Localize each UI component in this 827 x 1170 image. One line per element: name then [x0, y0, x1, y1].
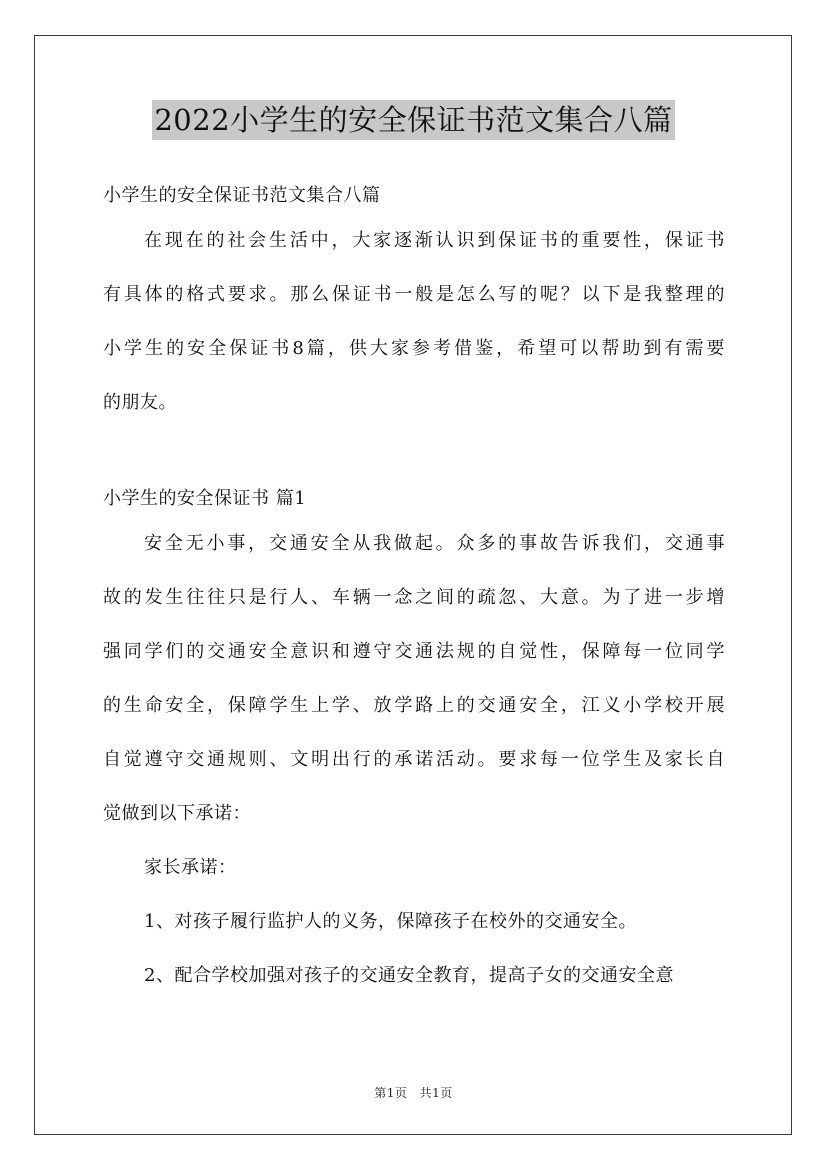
page-footer [0, 1084, 827, 1101]
paragraph-line: 自觉遵守交通规则、文明出行的承诺活动。要求每一位学生及家长自 [103, 749, 725, 770]
paragraph-line: 的生命安全，保障学生上学、放学路上的交通安全，江义小学校开展 [103, 695, 725, 716]
intro-paragraph [103, 220, 725, 424]
parent-promise-heading: 家长承诺： [144, 857, 237, 878]
paragraph-line: 的朋友。 [103, 392, 177, 413]
paragraph-line: 在现在的社会生活中，大家逐渐认识到保证书的重要性，保证书 [144, 230, 725, 251]
paragraph-line: 有具体的格式要求。那么保证书一般是怎么写的呢？以下是我整理的 [103, 284, 725, 305]
document-subtitle: 小学生的安全保证书范文集合八篇 [103, 185, 381, 206]
page-total: 共1页 [419, 1086, 453, 1100]
list-item: 2、配合学校加强对孩子的交通安全教育，提高子女的交通安全意 [144, 965, 674, 986]
section-paragraph [103, 523, 725, 835]
paragraph-line: 小学生的安全保证书8篇，供大家参考借鉴，希望可以帮助到有需要 [103, 338, 725, 359]
paragraph-line: 觉做到以下承诺： [103, 803, 251, 824]
page-number: 第1页 [374, 1086, 408, 1100]
paragraph-line: 故的发生往往只是行人、车辆一念之间的疏忽、大意。为了进一步增 [103, 587, 725, 608]
document-body [103, 175, 725, 997]
section-heading: 小学生的安全保证书 篇1 [103, 488, 307, 509]
document-title: 2022小学生的安全保证书范文集合八篇 [152, 100, 674, 140]
title-container [0, 100, 827, 140]
list-item: 1、对孩子履行监护人的义务，保障孩子在校外的交通安全。 [144, 911, 637, 932]
paragraph-line: 强同学们的交通安全意识和遵守交通法规的自觉性，保障每一位同学 [103, 641, 725, 662]
paragraph-line: 安全无小事，交通安全从我做起。众多的事故告诉我们，交通事 [144, 533, 725, 554]
